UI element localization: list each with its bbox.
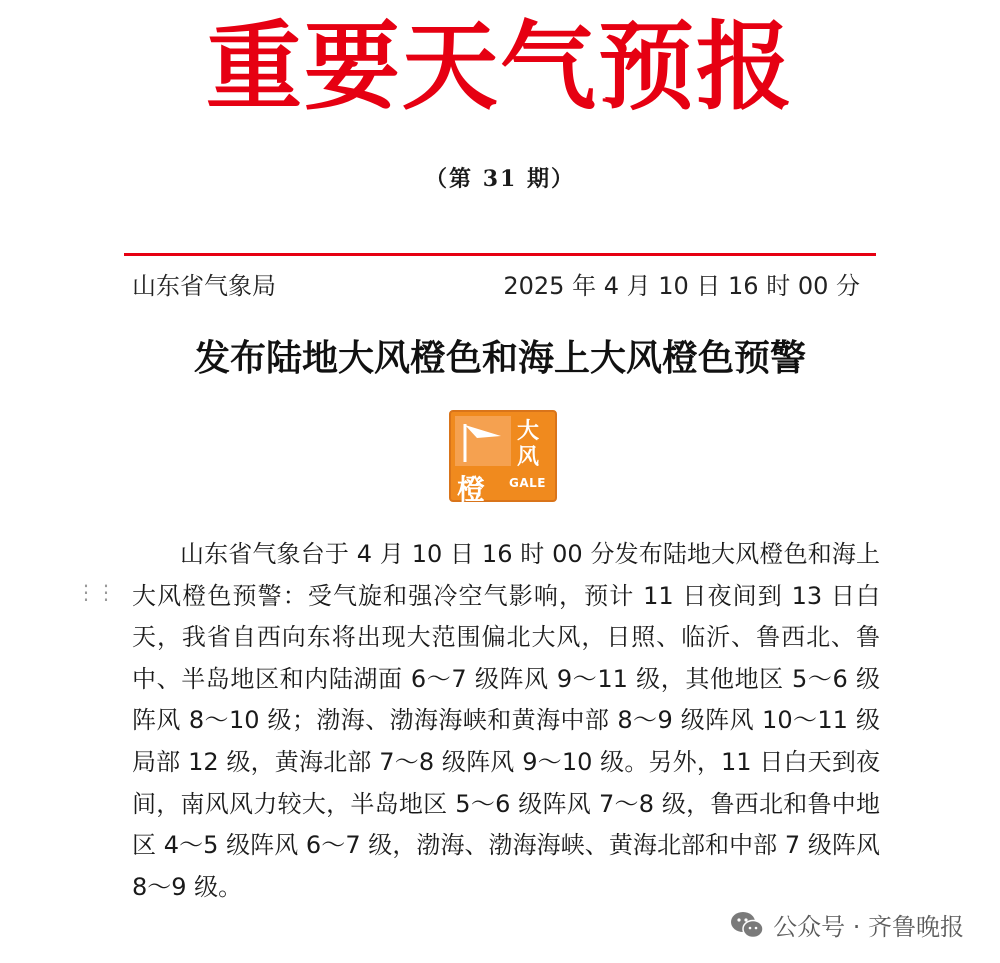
- warning-char-da: 大: [517, 419, 540, 444]
- issue-number: （第 31 期）: [425, 166, 575, 192]
- masthead-title: 重要天气预报: [206, 10, 794, 123]
- issue-datetime: 2025 年 4 月 10 日 16 时 00 分: [503, 272, 860, 300]
- warning-gale-label: GALE: [509, 476, 546, 490]
- watermark: [723, 905, 970, 944]
- warning-headline: 发布陆地大风橙色和海上大风橙色预警: [193, 337, 806, 379]
- gale-orange-warning-icon: [449, 410, 557, 506]
- warning-char-feng: 风: [517, 445, 540, 470]
- watermark-text: 公众号 · 齐鲁晚报: [773, 913, 964, 941]
- issuer-name: 山东省气象局: [132, 272, 276, 300]
- drag-handle-icon[interactable]: ⋮⋮: [76, 580, 116, 604]
- wechat-icon: [729, 910, 765, 940]
- red-divider: [124, 253, 876, 256]
- gale-flag-icon: [455, 416, 511, 466]
- warning-level-char: 橙: [457, 473, 486, 506]
- warning-body-paragraph: 山东省气象台于 4 月 10 日 16 时 00 分发布陆地大风橙色和海上大风橙色预警：受气旋和强冷空气影响，预计 11 日夜间到 13 日白天，我省自西向东将出现大范围偏北大风，日照、临沂、鲁西北、鲁中、半岛地区和内陆湖面 6～7 级阵风 9～11 级，其他地区 5～6 级阵风 8～10 级；渤海、渤海海峡和黄海中部 8～9 级阵风 10～11 级局部 12 级，黄海北部 7～8 级阵风 9～10 级。另外，11 日白天到夜间，南风风力较大，半岛地区 5～6 级阵风 7～8 级，鲁西北和鲁中地区 4～5 级阵风 6～7 级，渤海、渤海海峡、黄海北部和中部 7 级阵风 8～9 级。: [132, 540, 880, 901]
